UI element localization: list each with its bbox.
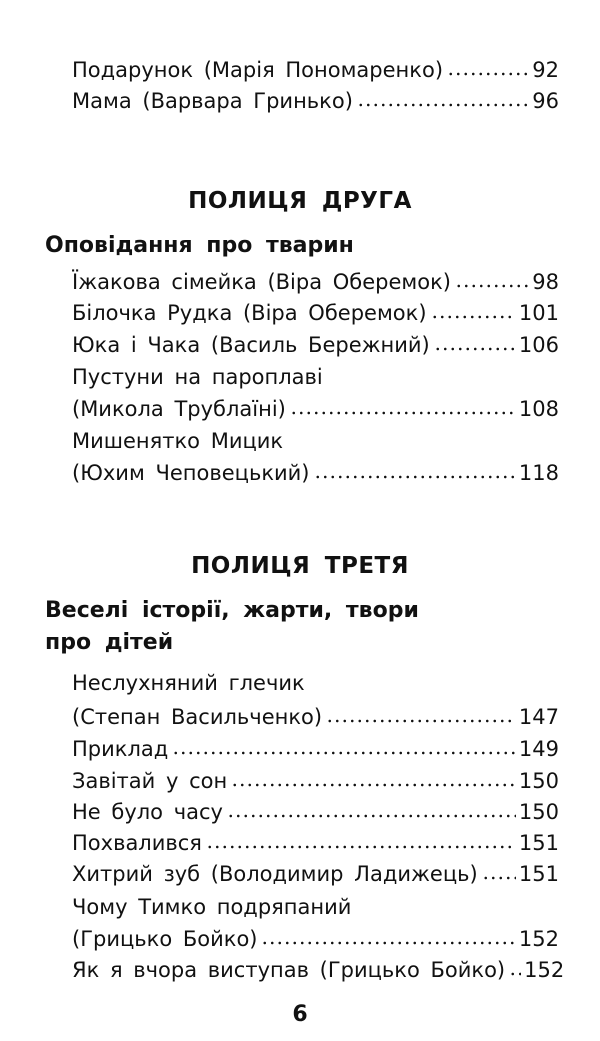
entry-title: (Грицько Бойко) [72,927,258,951]
dot-leader [290,396,516,416]
entry-page: 152 [518,927,559,951]
dot-leader [509,957,521,977]
toc-entry [72,828,559,858]
toc-entry [72,458,559,488]
dot-leader [326,704,516,724]
entry-title-line: Чому Тимко подряпаний [72,895,352,919]
toc-entry [72,394,559,424]
toc-entry [72,955,565,985]
toc-entry [72,766,559,796]
entry-title: Подарунок (Марія Пономаренко) [72,58,444,82]
section-subheading: Веселі історії, жарти, твори [45,598,419,623]
entry-page: 151 [518,831,559,855]
toc-entry [72,797,559,827]
dot-leader [431,300,516,320]
entry-title: Приклад [72,737,169,761]
entry-title: Юка і Чака (Василь Бережний) [72,333,430,357]
entry-title: (Юхим Чеповецький) [72,461,310,485]
entry-title: Завітай у сон [72,769,228,793]
section-heading: ПОЛИЦЯ ДРУГА [188,188,412,214]
dot-leader [261,926,515,946]
toc-entry [72,330,559,360]
entry-page: 98 [532,270,559,294]
dot-leader [227,799,516,819]
toc-entry [72,924,559,954]
toc-entry [72,734,559,764]
entry-page: 147 [518,705,559,729]
entry-page: 150 [518,769,559,793]
entry-title: Хитрий зуб (Володимир Ладижець) [72,862,478,886]
dot-leader [482,861,516,881]
entry-page: 101 [518,301,559,325]
toc-entry [72,267,559,297]
section-subheading: Оповідання про тварин [45,233,354,258]
entry-page: 150 [518,800,559,824]
entry-page: 108 [518,397,559,421]
entry-title: (Микола Трублаїні) [72,397,286,421]
entry-title-line: Мишенятко Мицик [72,429,284,453]
page-number: 6 [292,1002,308,1027]
entry-title: Мама (Варвара Гринько) [72,89,353,113]
entry-page: 118 [518,461,559,485]
entry-page: 151 [518,862,559,886]
entry-title-line: Неслухняний глечик [72,671,305,695]
toc-entry [72,859,559,889]
entry-page: 92 [532,58,559,82]
entry-title: Похвалився [72,831,202,855]
dot-leader [206,830,516,850]
toc-entry [72,55,559,85]
entry-page: 96 [532,89,559,113]
entry-title: Як я вчора виступав (Грицько Бойко) [72,958,506,982]
toc-entry [72,298,559,328]
entry-title: (Степан Васильченко) [72,705,323,729]
dot-leader [357,88,529,108]
entry-page: 152 [524,958,565,982]
dot-leader [455,269,529,289]
toc-entry [72,86,559,116]
dot-leader [447,57,529,77]
entry-title: Їжакова сімейка (Віра Оберемок) [72,270,451,294]
entry-page: 106 [518,333,559,357]
section-heading: ПОЛИЦЯ ТРЕТЯ [191,553,409,579]
dot-leader [172,736,516,756]
toc-entry [72,702,559,732]
section-subheading: про дітей [45,630,174,655]
dot-leader [314,460,516,480]
entry-title: Білочка Рудка (Віра Оберемок) [72,301,427,325]
dot-leader [231,768,516,788]
entry-title-line: Пустуни на пароплаві [72,365,323,389]
dot-leader [434,332,516,352]
entry-page: 149 [518,737,559,761]
entry-title: Не було часу [72,800,223,824]
